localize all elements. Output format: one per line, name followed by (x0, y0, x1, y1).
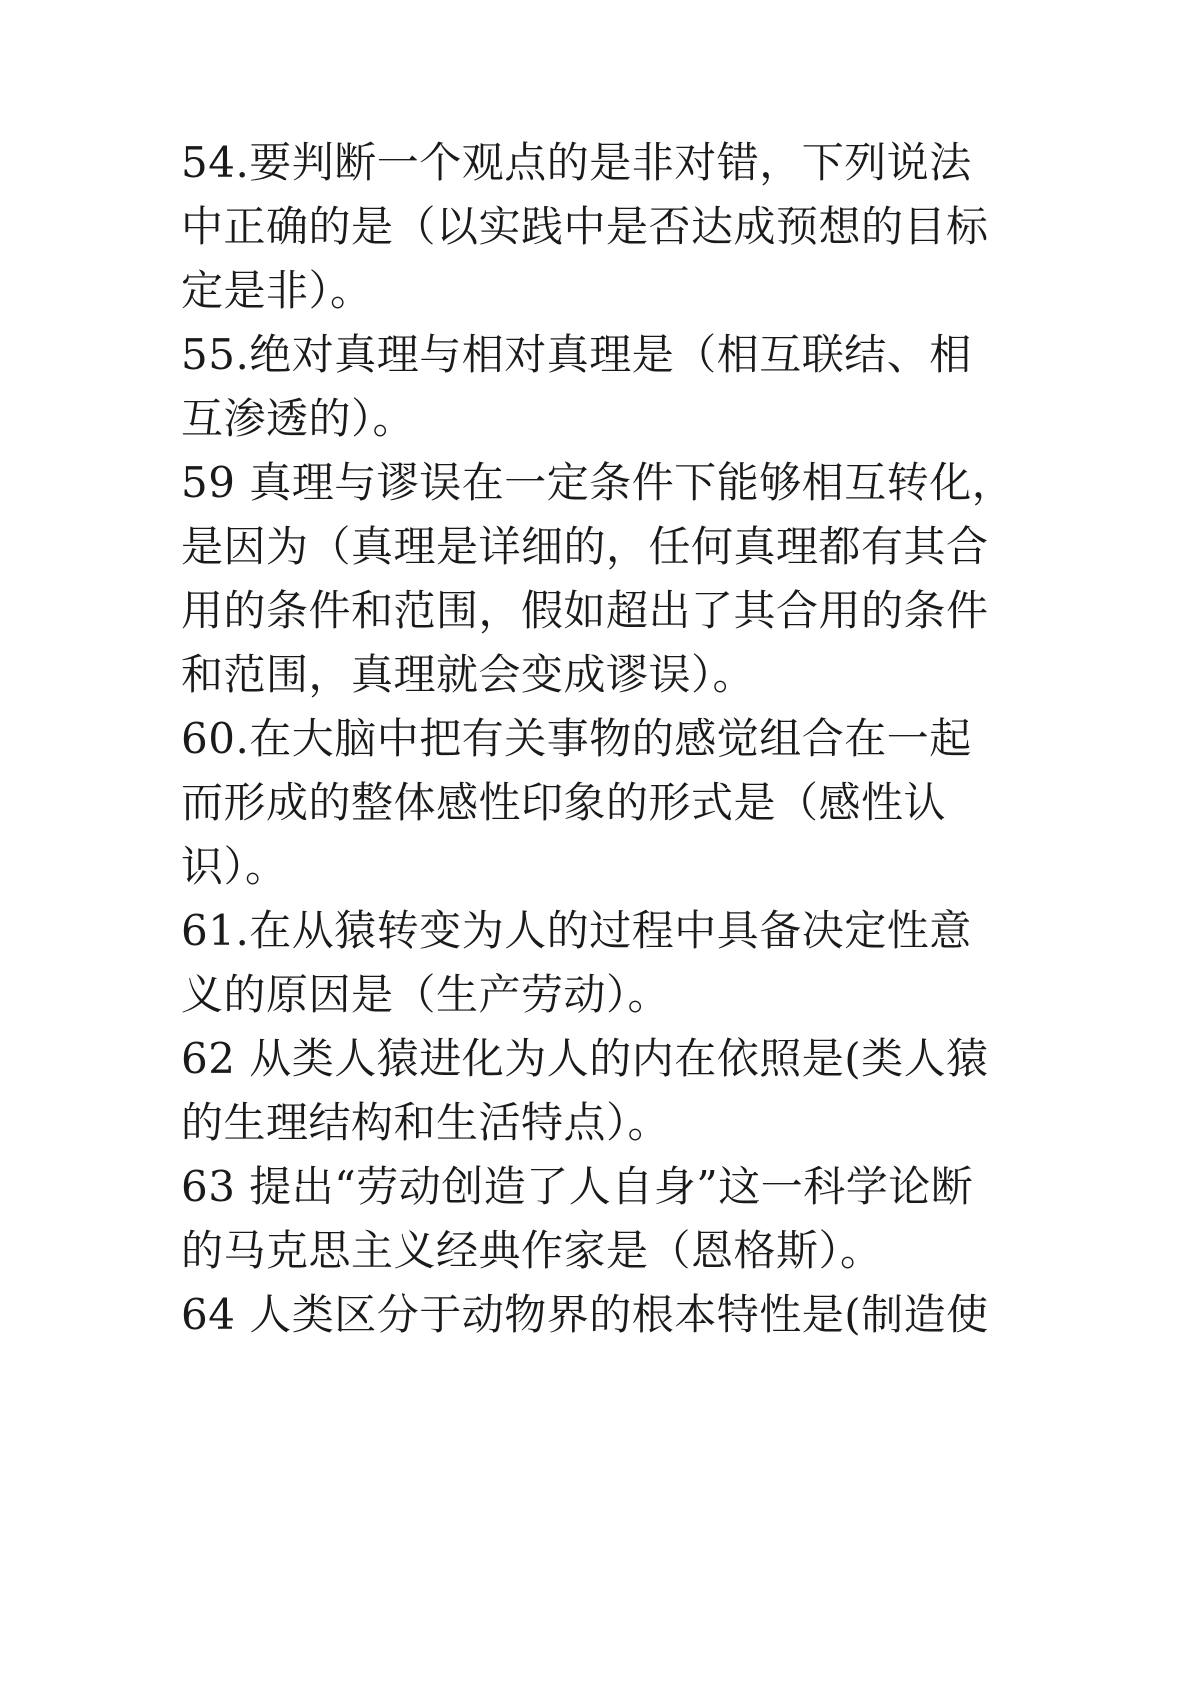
text-line: 用的条件和范围，假如超出了其合用的条件 (181, 586, 989, 635)
text-line: 63 提出“劳动创造了人自身”这一科学论断 (181, 1162, 974, 1211)
text-line: 的马克思主义经典作家是（恩格斯）。 (181, 1226, 883, 1275)
text-line: 而形成的整体感性印象的形式是（感性认 (181, 778, 947, 827)
text-line: 54.要判断一个观点的是非对错，下列说法 (181, 138, 972, 187)
document-body (181, 131, 1021, 1347)
text-line: 和范围，真理就会变成谬误）。 (181, 650, 756, 699)
text-line: 义的原因是（生产劳动）。 (181, 970, 671, 1019)
text-line: 64 人类区分于动物界的根本特性是(制造使 (181, 1290, 989, 1339)
text-line: 互渗透的）。 (181, 394, 416, 443)
text-line: 识）。 (181, 842, 288, 891)
text-line: 62 从类人猿进化为人的内在依照是(类人猿 (181, 1034, 989, 1083)
text-line: 的生理结构和生活特点）。 (181, 1098, 671, 1147)
text-line: 中正确的是（以实践中是否达成预想的目标 (181, 202, 989, 251)
text-line: 60.在大脑中把有关事物的感觉组合在一起 (181, 714, 972, 763)
text-line: 61.在从猿转变为人的过程中具备决定性意 (181, 906, 972, 955)
text-line: 是因为（真理是详细的，任何真理都有其合 (181, 522, 989, 571)
text-line: 59 真理与谬误在一定条件下能够相互转化， (181, 458, 1015, 507)
text-line: 55.绝对真理与相对真理是（相互联结、相 (181, 330, 972, 379)
text-line: 定是非）。 (181, 266, 373, 315)
